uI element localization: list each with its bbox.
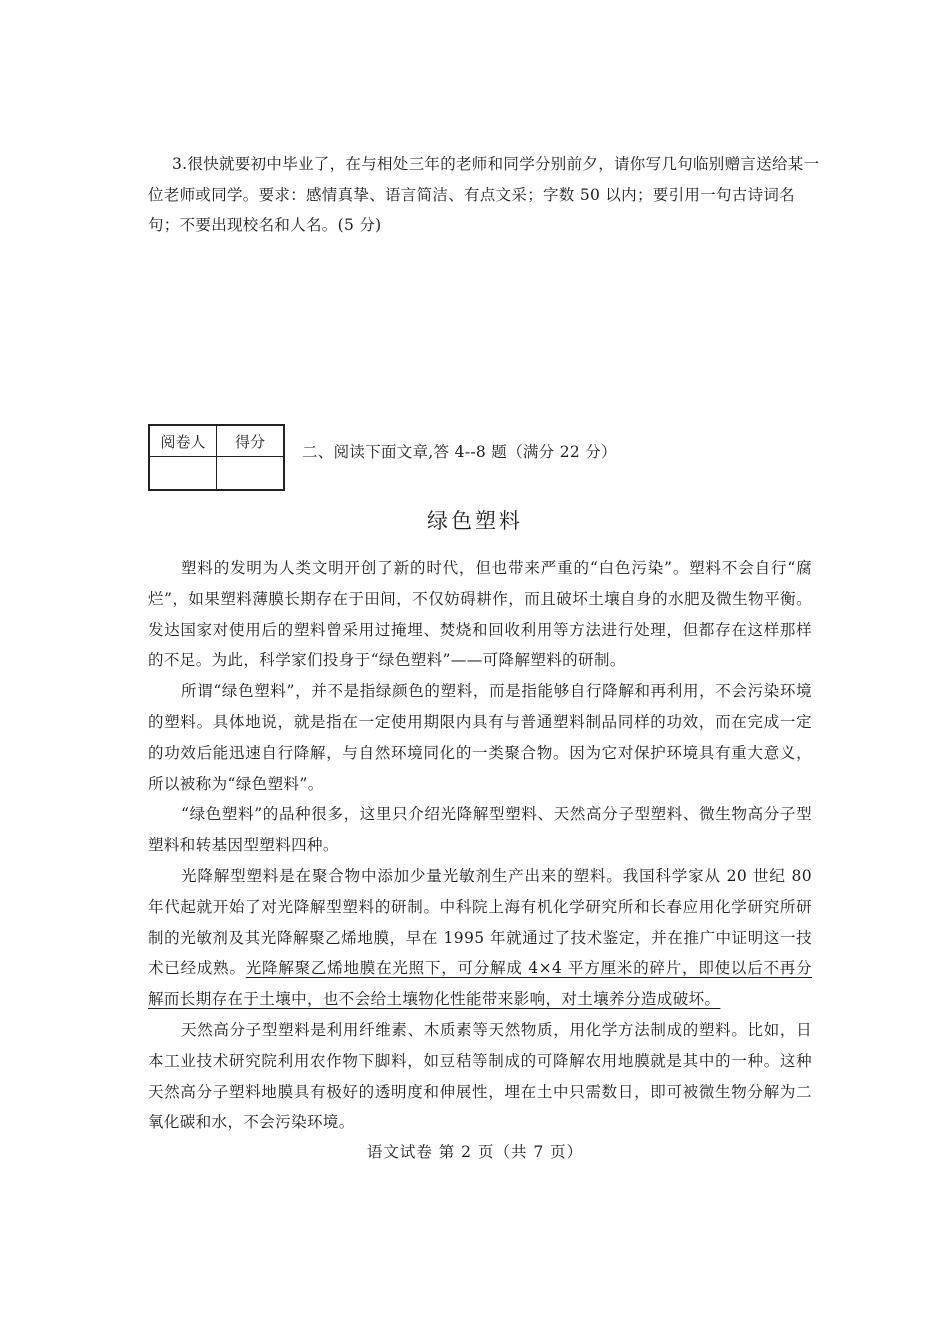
paragraph-4-text: 光降解型塑料是在聚合物中添加少量光敏剂生产出来的塑料。我国科学家从 20 世纪 80 年代起就开始了对光降解型塑料的研制。中科院上海有机化学研究所和长春应用化学研究所研制的光敏剂及其光降解聚乙烯地膜，早在 1995 年就通过了技术鉴定，并在推广中证明这一技术已经成熟。	[148, 866, 812, 978]
paragraph-3: “绿色塑料”的品种很多，这里只介绍光降解型塑料、天然高分子型塑料、微生物高分子型塑料和转基因型塑料四种。	[148, 805, 812, 855]
paragraph-5: 天然高分子型塑料是利用纤维素、木质素等天然物质，用化学方法制成的塑料。比如，日本工业技术研究院利用农作物下脚料，如豆秸等制成的可降解农用地膜就是其中的一种。这种天然高分子塑料地膜具有极好的透明度和伸展性，埋在土中只需数日，即可被微生物分解为二氧化碳和水，不会污染环境。	[148, 1020, 812, 1132]
section-2-heading: 二、阅读下面文章,答 4--8 题（满分 22 分）	[302, 443, 617, 461]
paragraph-2: 所谓“绿色塑料”，并不是指绿颜色的塑料，而是指能够自行降解和再利用，不会污染环境的塑料。具体地说，就是指在一定使用期限内具有与普通塑料制品同样的功效，而在完成一定的功效后能迅速自行降解，与自然环境同化的一类聚合物。因为它对保护环境具有重大意义，所以被称为“绿色塑料”。	[148, 682, 812, 793]
grader-cell[interactable]	[149, 457, 217, 491]
score-label: 得分	[217, 425, 285, 457]
underlined-sentence: 光降解聚乙烯地膜在光照下，可分解成 4×4 平方厘米的碎片，即使以后不再分解而长期存在于土壤中，也不会给土壤物化性能带来影响，对土壤养分造成破坏。	[148, 959, 812, 1009]
article-body	[148, 553, 812, 1138]
paragraph-1: 塑料的发明为人类文明开创了新的时代，但也带来严重的“白色污染”。塑料不会自行“腐烂”，如果塑料薄膜长期存在于田间，不仅妨碍耕作，而且破坏土壤自身的水肥及微生物平衡。发达国家对使用后的塑料曾采用过掩埋、焚烧和回收利用等方法进行处理，但都存在这样那样的不足。为此，科学家们投身于“绿色塑料”——可降解塑料的研制。	[148, 559, 812, 670]
score-cell[interactable]	[217, 457, 285, 491]
score-box	[148, 424, 285, 491]
page-footer: 语文试卷 第 2 页（共 7 页）	[366, 1143, 584, 1161]
question-3-text: 3.很快就要初中毕业了，在与相处三年的老师和同学分别前夕，请你写几句临别赠言送给某一位老师或同学。要求：感情真挚、语言简洁、有点文采；字数 50 以内；要引用一句古诗词名句；不要出现校名和人名。(5 分)	[148, 155, 820, 234]
paragraph-4	[148, 861, 812, 1015]
grader-label: 阅卷人	[149, 425, 217, 457]
article-title: 绿色塑料	[427, 509, 523, 533]
question-3	[148, 149, 820, 241]
